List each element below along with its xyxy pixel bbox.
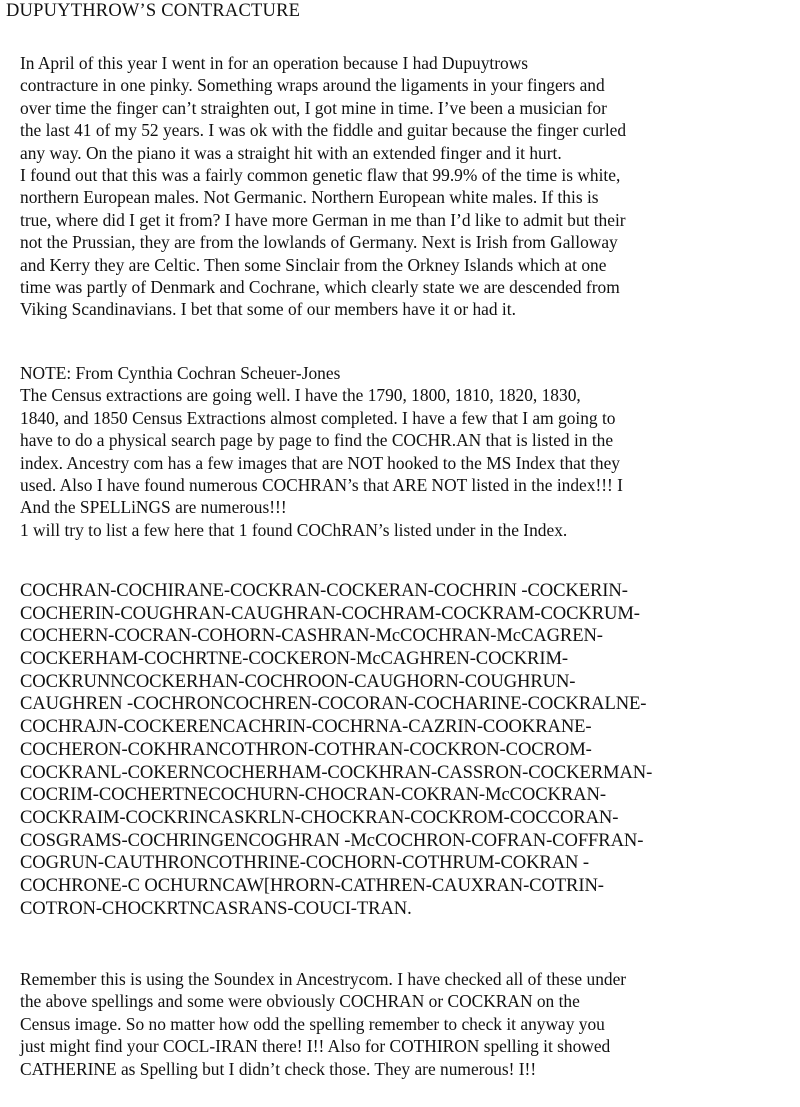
text-line: northern European males. Not Germanic. Northern European white males. If this is	[20, 187, 599, 208]
text-line: the last 41 of my 52 years. I was ok with the fiddle and guitar because the finger curled	[20, 120, 627, 141]
names-line: COCKRUNNCOCKERHAN-COCHROON-CAUGHORN-COUGHRUN-	[20, 670, 576, 692]
text-line: 1 will try to list a few here that 1 found COChRAN’s listed under in the Index.	[20, 519, 568, 540]
text-line: the above spellings and some were obviously COCHRAN or COCKRAN on the	[20, 991, 580, 1012]
names-line: COCHRONE-C OCHURNCAW[HRORN-CATHREN-CAUXRAN-COTRIN-	[20, 874, 604, 896]
text-line: not the Prussian, they are from the lowlands of Germany. Next is Irish from Galloway	[20, 232, 618, 253]
names-line: COCKRANL-COKERNCOCHERHAM-COCKHRAN-CASSRON-COCKERMAN-	[20, 761, 653, 783]
text-line: Remember this is using the Soundex in Ancestrycom. I have checked all of these under	[20, 969, 627, 989]
text-line: index. Ancestry com has a few images that are NOT hooked to the MS Index that they	[20, 452, 620, 473]
names-line: COGRUN-CAUTHRONCOTHRINE-COCHORN-COTHRUM-COKRAN -	[20, 852, 590, 874]
text-line: I found out that this was a fairly common genetic flaw that 99.9% of the time is white,	[20, 164, 621, 185]
names-line: COCKRAIM-COCKRINCASKRLN-CHOCKRAN-COCKROM-COCCORAN-	[20, 806, 619, 828]
text-line: and Kerry they are Celtic. Then some Sinclair from the Orkney Islands which at one	[20, 254, 607, 275]
text-line: true, where did I get it from? I have more German in me than I’d like to admit but their	[20, 209, 626, 230]
text-line: CATHERINE as Spelling but I didn’t check those. They are numerous! I!!	[20, 1058, 537, 1079]
text-line: 1840, and 1850 Census Extractions almost completed. I have a few that I am going to	[20, 407, 616, 428]
names-line: COCHRAN-COCHIRANE-COCKRAN-COCKERAN-COCHRIN -COCKERIN-	[20, 580, 628, 601]
names-line: COCHERIN-COUGHRAN-CAUGHRAN-COCHRAM-COCKRAM-COCKRUM-	[20, 602, 640, 624]
text-line: Viking Scandinavians. I bet that some of our members have it or had it.	[20, 299, 516, 320]
note-heading: NOTE: From Cynthia Cochran Scheuer-Jones	[20, 363, 341, 383]
text-line: have to do a physical search page by page to find the COCHR.AN that is listed in the	[20, 430, 614, 451]
text-line: contracture in one pinky. Something wraps around the ligaments in your fingers and	[20, 75, 605, 96]
surname-variants-list	[20, 580, 800, 920]
text-line: Census image. So no matter how odd the spelling remember to check it anyway you	[20, 1013, 605, 1034]
text-line: time was partly of Denmark and Cochrane, which clearly state we are descended from	[20, 276, 620, 297]
names-line: COCKERHAM-COCHRTNE-COCKERON-McCAGHREN-COCKRIM-	[20, 648, 568, 670]
names-line: COSGRAMS-COCHRINGENCOGHRAN -McCOCHRON-COFRAN-COFFRAN-	[20, 829, 644, 851]
text-line: In April of this year I went in for an operation because I had Dupuytrows	[20, 53, 529, 73]
text-line: used. Also I have found numerous COCHRAN’s that ARE NOT listed in the index!!! I	[20, 474, 623, 495]
article-title: DUPUYTHROW’S CONTRACTURE	[6, 1, 301, 21]
names-line: COCHERON-COKHRANCOTHRON-COTHRAN-COCKRON-COCROM-	[20, 738, 592, 760]
text-line: just might find your COCL-IRAN there! I!! Also for COTHIRON spelling it showed	[20, 1036, 611, 1057]
names-line: COCHRAJN-COCKERENCACHRIN-COCHRNA-CAZRIN-COOKRANE-	[20, 716, 592, 738]
closing-paragraph	[20, 968, 800, 1080]
text-line: over time the finger can’t straighten out, I got mine in time. I’ve been a musician for	[20, 97, 607, 118]
text-line: The Census extractions are going well. I have the 1790, 1800, 1810, 1820, 1830,	[20, 385, 581, 406]
names-line: COCRIM-COCHERTNECOCHURN-CHOCRAN-COKRAN-McCOCKRAN-	[20, 784, 606, 806]
text-line: And the SPELLiNGS are numerous!!!	[20, 497, 287, 518]
names-line: COTRON-CHOCKRTNCASRANS-COUCI-TRAN.	[20, 897, 412, 919]
text-line: any way. On the piano it was a straight hit with an extended finger and it hurt.	[20, 142, 562, 163]
note-census-extractions	[20, 362, 800, 541]
paragraph-dupuytren	[20, 52, 800, 321]
names-line: CAUGHREN -COCHRONCOCHREN-COCORAN-COCHARINE-COCKRALNE-	[20, 693, 647, 715]
names-line: COCHERN-COCRAN-COHORN-CASHRAN-McCOCHRAN-McCAGREN-	[20, 625, 603, 647]
